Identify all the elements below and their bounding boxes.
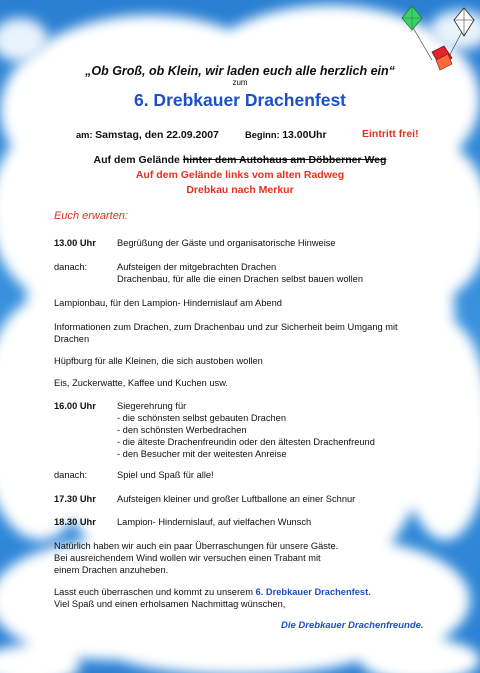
closing-text: einem Drachen anzuheben.: [54, 565, 169, 575]
closing-invitation-text: Lasst euch überraschen und kommt zu unserem: [54, 587, 256, 597]
program-paragraph: Drachen: [54, 334, 90, 344]
program-paragraph: Informationen zum Drachen, zum Drachenbau und zur Sicherheit beim Umgang mit: [54, 322, 398, 332]
closing-event-name: 6. Drebkauer Drachenfest.: [255, 587, 371, 597]
program-item: - den schönsten Werbedrachen: [117, 425, 247, 435]
program-item: Begrüßung der Gäste und organisatorische Hinweise: [117, 238, 336, 248]
closing-text: Natürlich haben wir auch ein paar Überraschungen für unsere Gäste.: [54, 541, 339, 551]
zum-text: zum: [232, 78, 248, 87]
start-prefix: Beginn:: [245, 130, 280, 140]
location-original: [0, 154, 480, 166]
program-item: Siegerehrung für: [117, 401, 187, 411]
location-new-line2: Drebkau nach Merkur: [186, 184, 294, 196]
program-heading: Euch erwarten:: [54, 210, 128, 222]
program-time: danach:: [54, 470, 88, 480]
program-item: - die schönsten selbst gebauten Drachen: [117, 413, 287, 423]
program-time: 17.30 Uhr: [54, 494, 96, 504]
kite-string: [412, 26, 432, 60]
location-new-line1: Auf dem Gelände links vom alten Radweg: [135, 169, 345, 181]
program-time: 18.30 Uhr: [54, 517, 96, 527]
closing-invitation: [54, 586, 371, 598]
program-time: danach:: [54, 262, 88, 272]
program-item: - die älteste Drachenfreundin oder den ältesten Drachenfreund: [117, 437, 375, 447]
program-paragraph: Hüpfburg für alle Kleinen, die sich austoben wollen: [54, 356, 263, 366]
program-time: 16.00 Uhr: [54, 401, 96, 411]
closing-text: Bei ausreichendem Wind wollen wir versuchen einen Trabant mit: [54, 553, 321, 563]
program-item: Drachenbau, für alle die einen Drachen selbst bauen wollen: [117, 274, 364, 284]
program-item: Lampion- Hindernislauf, auf vielfachen Wunsch: [117, 517, 312, 527]
program-time: 13.00 Uhr: [54, 238, 96, 248]
signature: Die Drebkauer Drachenfreunde.: [281, 620, 424, 631]
program-item: Aufsteigen der mitgebrachten Drachen: [117, 262, 277, 272]
program-paragraph: Eis, Zuckerwatte, Kaffee und Kuchen usw.: [54, 378, 228, 388]
location-prefix: Auf dem Gelände: [93, 154, 180, 166]
program-paragraph: Lampionbau, für den Lampion- Hindernislauf am Abend: [54, 298, 282, 308]
event-date: Samstag, den 22.09.2007: [95, 129, 219, 141]
start-time: 13.00Uhr: [282, 129, 327, 141]
program-item: - den Besucher mit der weitesten Anreise: [117, 449, 287, 459]
program-item: Aufsteigen kleiner und großer Luftballone an einer Schnur: [117, 494, 356, 504]
program-item: Spiel und Spaß für alle!: [117, 470, 214, 480]
date-line: [76, 129, 219, 141]
page-title: 6. Drebkauer Drachenfest: [133, 90, 347, 110]
closing-text: Viel Spaß und einen erholsamen Nachmittag wünschen,: [54, 599, 286, 609]
entry-free: Eintritt frei!: [362, 128, 419, 140]
location-struck: hinter dem Autohaus am Döbberner Weg: [182, 154, 387, 166]
date-prefix: am:: [76, 130, 93, 140]
slogan: „Ob Groß, ob Klein, wir laden euch alle herzlich ein“: [85, 64, 395, 78]
start-line: [245, 129, 327, 141]
